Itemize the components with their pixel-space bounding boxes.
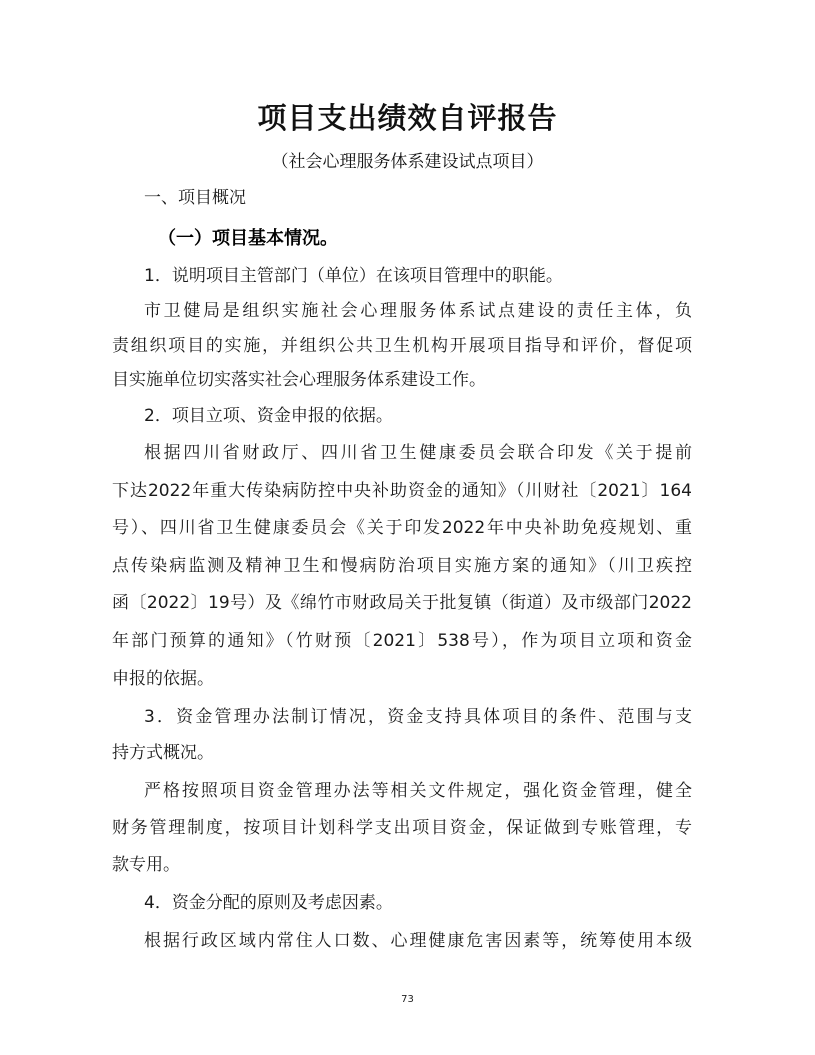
paragraph-line: 款专用。 — [112, 855, 180, 875]
paragraph-line: 年部门预算的通知》（竹财预〔2021〕538号），作为项目立项和资金 — [112, 631, 692, 651]
item-heading-4: 4．资金分配的原则及考虑因素。 — [144, 893, 393, 913]
paragraph-line: 下达2022年重大传染病防控中央补助资金的通知》（川财社〔2021〕164 — [112, 481, 692, 501]
section-heading-overview: 一、项目概况 — [144, 188, 246, 208]
paragraph-line: 严格按照项目资金管理办法等相关文件规定，强化资金管理，健全 — [144, 781, 692, 801]
paragraph-line: 根据四川省财政厅、四川省卫生健康委员会联合印发《关于提前 — [144, 443, 692, 463]
item-heading-3-continued: 持方式概况。 — [112, 743, 214, 763]
paragraph-line: 财务管理制度，按项目计划科学支出项目资金，保证做到专账管理，专 — [112, 818, 692, 838]
paragraph-line: 申报的依据。 — [112, 669, 214, 689]
paragraph-line: 点传染病监测及精神卫生和慢病防治项目实施方案的通知》（川卫疾控 — [112, 556, 692, 576]
page-number: 73 — [401, 994, 414, 1005]
paragraph-line: 根据行政区域内常住人口数、心理健康危害因素等，统筹使用本级 — [144, 931, 692, 951]
paragraph-line: 函〔2022〕19号）及《绵竹市财政局关于批复镇（街道）及市级部门2022 — [112, 593, 692, 613]
subsection-heading-basic-info: （一）项目基本情况。 — [158, 228, 338, 249]
item-heading-2: 2．项目立项、资金申报的依据。 — [144, 406, 393, 426]
item-heading-3: 3．资金管理办法制订情况，资金支持具体项目的条件、范围与支 — [144, 707, 692, 727]
paragraph-line: 责组织项目的实施，并组织公共卫生机构开展项目指导和评价，督促项 — [112, 336, 692, 356]
paragraph-line: 号）、四川省卫生健康委员会《关于印发2022年中央补助免疫规划、重 — [112, 518, 692, 538]
report-title: 项目支出绩效自评报告 — [257, 101, 558, 135]
paragraph-line: 市卫健局是组织实施社会心理服务体系试点建设的责任主体，负 — [144, 301, 692, 321]
item-heading-1: 1．说明项目主管部门（单位）在该项目管理中的职能。 — [144, 266, 563, 286]
report-subtitle: （社会心理服务体系建设试点项目） — [271, 152, 544, 172]
paragraph-line: 目实施单位切实落实社会心理服务体系建设工作。 — [112, 370, 486, 390]
